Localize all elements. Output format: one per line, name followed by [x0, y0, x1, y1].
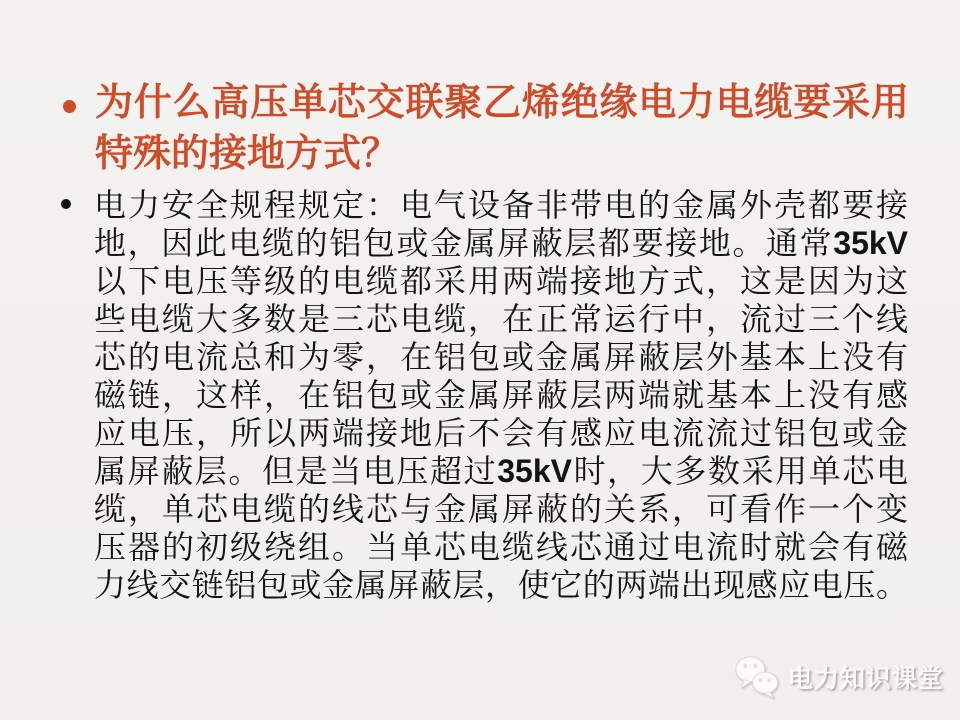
body-text-segment: 缆，单芯电缆的线芯与金属屏蔽的关系，可看作一个变	[94, 491, 908, 527]
slide-title	[95, 78, 909, 180]
body-text-segment: 电力安全规程规定：电气设备非带电的金属外壳都要接	[94, 187, 908, 223]
body-text-segment: 芯的电流总和为零，在铝包或金属屏蔽层外基本上没有	[94, 339, 908, 375]
body-text-line	[94, 376, 908, 414]
body-text-segment: 压器的初级绕组。当单芯电缆线芯通过电流时就会有磁	[94, 529, 908, 565]
body-text-segment: 些电缆大多数是三芯电缆，在正常运行中，流过三个线	[94, 301, 908, 337]
body-text-line	[94, 224, 908, 262]
body-text-segment: 力线交链铝包或金属屏蔽层，使它的两端出现感应电压。	[94, 567, 908, 603]
body-text-line	[94, 300, 908, 338]
title-bullet-dot	[63, 100, 76, 113]
body-text-line	[94, 338, 908, 376]
body-text-segment: 属屏蔽层。但是当电压超过	[94, 453, 498, 489]
body-text-segment: 地，因此电缆的铝包或金属屏蔽层都要接地。通常	[94, 225, 834, 261]
watermark	[734, 654, 944, 700]
body-text-line	[94, 566, 908, 604]
title-line-1: 为什么高压单芯交联聚乙烯绝缘电力电缆要采用	[95, 82, 909, 124]
title-line-2: 特殊的接地方式？	[95, 133, 400, 175]
body-text-segment-bold: 35kV	[833, 225, 908, 261]
body-paragraph	[94, 186, 908, 604]
body-text-segment-bold: 35kV	[497, 453, 572, 489]
body-text-line	[94, 452, 908, 490]
body-bullet-dot	[61, 199, 71, 209]
body-text-line	[94, 186, 908, 224]
wechat-icon	[734, 654, 780, 700]
watermark-label: 电力知识课堂	[788, 665, 945, 693]
body-text-line	[94, 528, 908, 566]
body-text-segment: 时，大多数采用单芯电	[571, 453, 908, 489]
body-text-segment: 以下电压等级的电缆都采用两端接地方式，这是因为这	[94, 263, 908, 299]
body-text-line	[94, 414, 908, 452]
body-text-segment: 应电压，所以两端接地后不会有感应电流流过铝包或金	[94, 415, 908, 451]
body-text-line	[94, 262, 908, 300]
body-text-line	[94, 490, 908, 528]
body-text-segment: 磁链，这样，在铝包或金属屏蔽层两端就基本上没有感	[94, 377, 908, 413]
